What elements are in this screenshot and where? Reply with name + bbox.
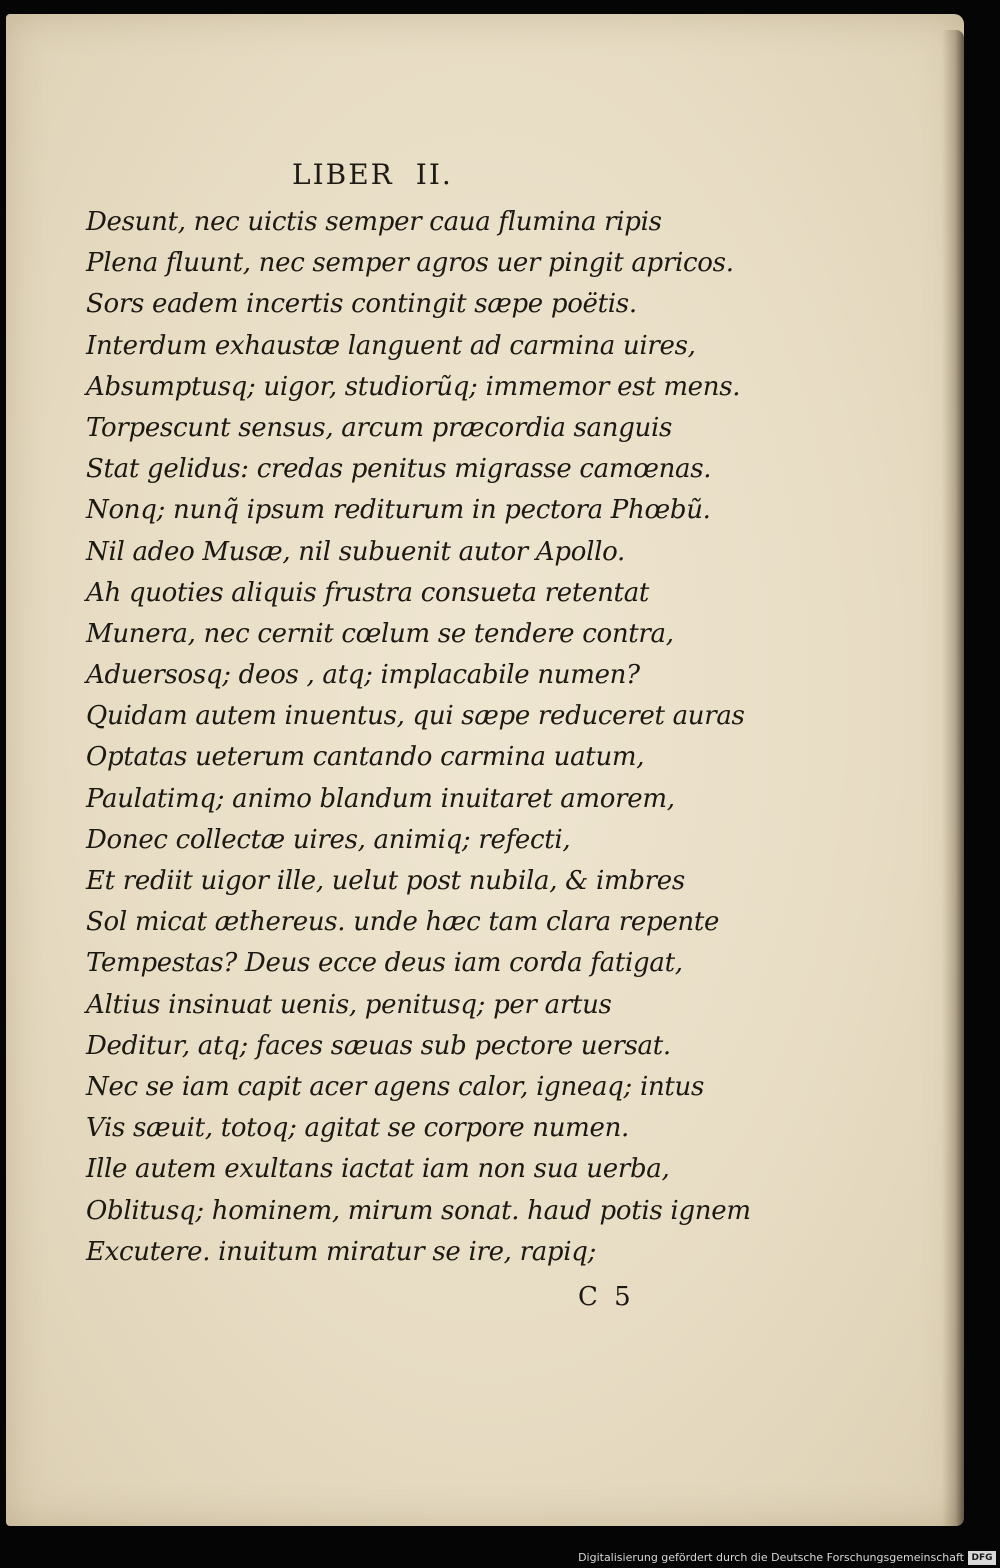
verse-line: Munera, nec cernit cœlum se tendere contra, <box>86 618 674 649</box>
page-edge <box>942 30 964 1526</box>
running-head-numeral: II. <box>415 158 453 191</box>
verse-line: Oblitusq; hominem, mirum sonat. haud potis ignem <box>86 1195 751 1226</box>
signature-mark: C 5 <box>578 1282 635 1312</box>
dfg-logo: DFG <box>968 1551 996 1565</box>
verse-line: Et rediit uigor ille, uelut post nubila, & imbres <box>86 866 685 896</box>
verse-line: Ah quoties aliquis frustra consueta retentat <box>86 577 650 608</box>
verse-line: Stat gelidus: credas penitus migrasse camœnas. <box>86 454 712 485</box>
verse-line: Nec se iam capit acer agens calor, igneaq; intus <box>86 1071 705 1102</box>
verse-line: Desunt, nec uictis semper caua flumina ripis <box>86 207 662 237</box>
verse-line: Donec collectæ uires, animiq; refecti, <box>86 824 571 855</box>
verse-line: Tempestas? Deus ecce deus iam corda fatigat, <box>86 948 683 979</box>
verse-line: Quidam autem inuentus, qui sæpe reduceret auras <box>86 701 745 732</box>
running-head-title: LIBER <box>292 158 394 191</box>
verse-line: Nil adeo Musæ, nil subuenit autor Apollo. <box>86 536 625 567</box>
verse-text <box>86 202 751 1273</box>
verse-line: Sors eadem incertis contingit sæpe poëtis. <box>86 289 637 320</box>
verse-line: Absumptusq; uigor, studiorũq; immemor est mens. <box>86 371 741 402</box>
verse-line: Paulatimq; animo blandum inuitaret amorem, <box>86 783 675 814</box>
verse-line: Altius insinuat uenis, penitusq; per artus <box>86 989 612 1020</box>
verse-line: Excutere. inuitum miratur se ire, rapiq; <box>86 1236 597 1267</box>
verse-line: Torpescunt sensus, arcum præcordia sanguis <box>86 412 673 443</box>
verse-line: Ille autem exultans iactat iam non sua uerba, <box>86 1154 670 1185</box>
verse-line: Interdum exhaustæ languent ad carmina uires, <box>86 330 696 361</box>
running-head <box>292 158 453 191</box>
digitization-credit: Digitalisierung gefördert durch die Deutsche Forschungsgemeinschaft <box>578 1551 964 1564</box>
verse-line: Vis sæuit, totoq; agitat se corpore numen. <box>86 1113 630 1144</box>
verse-line: Aduersosq; deos , atq; implacabile numen? <box>86 660 640 691</box>
verse-line: Optatas ueterum cantando carmina uatum, <box>86 742 645 773</box>
verse-line: Nonq; nunq̃ ipsum rediturum in pectora Phœbũ. <box>86 495 711 526</box>
verse-line: Deditur, atq; faces sæuas sub pectore uersat. <box>86 1030 671 1061</box>
verse-line: Plena fluunt, nec semper agros uer pingit apricos. <box>86 248 734 279</box>
verse-line: Sol micat æthereus. unde hæc tam clara repente <box>86 907 720 938</box>
